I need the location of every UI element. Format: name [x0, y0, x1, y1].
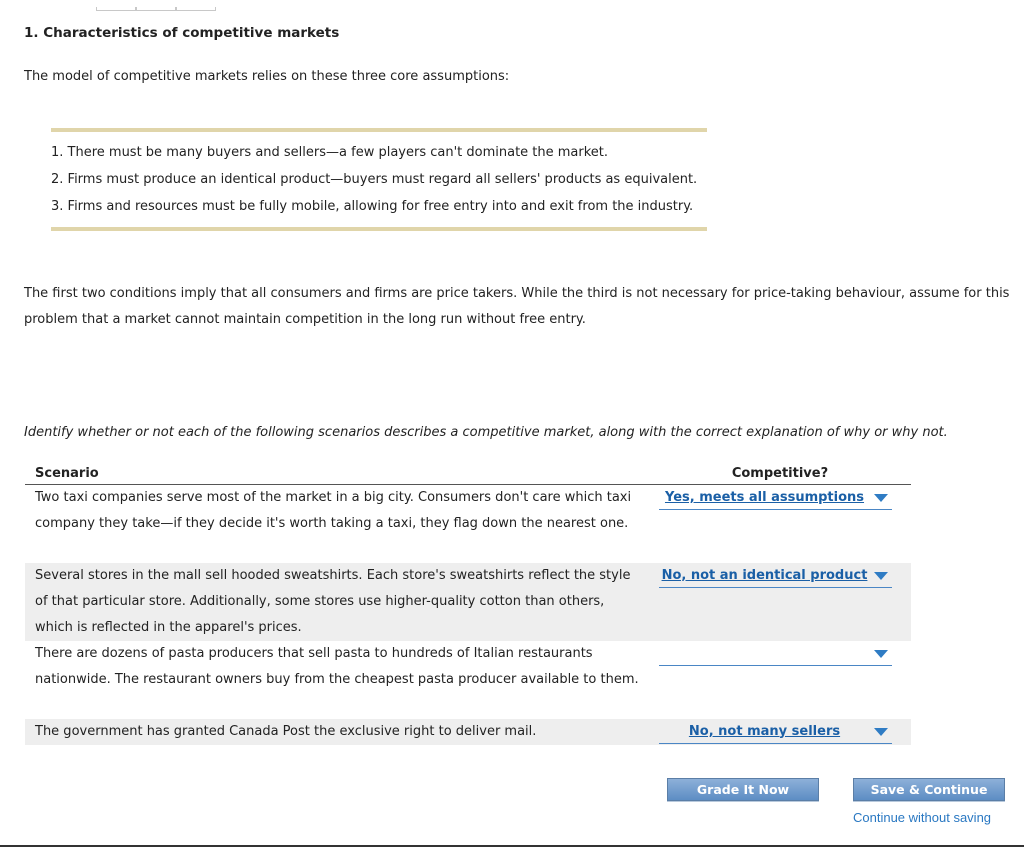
grade-it-now-button[interactable]: Grade It Now — [667, 778, 819, 801]
table-row — [25, 563, 911, 641]
scenario-header: Scenario — [25, 462, 649, 485]
competitive-select[interactable] — [659, 565, 892, 588]
selected-value: No, not an identical product — [661, 567, 868, 583]
question-prompt: Identify whether or not each of the following scenarios describes a competitive market, along with the correct explanation of why or why not. — [24, 425, 948, 440]
explanation-paragraph: The first two conditions imply that all consumers and firms are price takers. While the third is not necessary for price-taking behaviour, assume for this problem that a market cannot maintain competition in the long run without free entry. — [24, 286, 1010, 327]
scenario-text: Several stores in the mall sell hooded sweatshirts. Each store's sweatshirts reflect the style of that particular store. Additionally, some stores use higher-quality cotton than others, which is reflected in the apparel's prices. — [25, 563, 649, 641]
competitive-header: Competitive? — [649, 462, 911, 485]
scenario-text: There are dozens of pasta producers that sell pasta to hundreds of Italian restaurants nationwide. The restaurant owners buy from the cheapest pasta producer available to them. — [35, 645, 639, 687]
page-title: 1. Characteristics of competitive markets — [24, 25, 340, 41]
assumption-item: 2. Firms must produce an identical product—buyers must regard all sellers' products as equivalent. — [51, 172, 698, 187]
assumption-item: 1. There must be many buyers and sellers—a few players can't dominate the market. — [51, 145, 609, 160]
scenario-text: The government has granted Canada Post the exclusive right to deliver mail. — [25, 719, 649, 745]
top-tab-strip — [96, 0, 216, 5]
competitive-select[interactable] — [659, 721, 892, 744]
tab-stub — [96, 7, 136, 11]
chevron-down-icon — [874, 728, 888, 736]
assumption-item: 3. Firms and resources must be fully mobile, allowing for free entry into and exit from the industry. — [51, 199, 694, 214]
competitive-select[interactable] — [659, 487, 892, 510]
continue-without-saving-link[interactable]: Continue without saving — [853, 810, 992, 825]
scenario-text: Two taxi companies serve most of the market in a big city. Consumers don't care which taxi company they take—if they decide it's worth taking a taxi, they flag down the nearest one. — [35, 490, 632, 531]
intro-text: The model of competitive markets relies on these three core assumptions: — [24, 69, 510, 84]
table-row — [25, 641, 911, 719]
save-and-continue-button[interactable]: Save & Continue — [853, 778, 1005, 801]
assumptions-list — [51, 143, 697, 224]
table-header-row — [25, 462, 911, 485]
chevron-down-icon — [874, 650, 888, 658]
competitive-select[interactable] — [659, 643, 892, 666]
table-row — [25, 719, 911, 745]
tab-stub — [136, 7, 176, 11]
scenario-table — [25, 462, 911, 745]
chevron-down-icon — [874, 494, 888, 502]
tab-stub — [176, 7, 216, 11]
divider-top — [51, 128, 707, 132]
table-row — [25, 485, 911, 563]
divider-bottom — [51, 227, 707, 231]
selected-value: Yes, meets all assumptions — [664, 490, 865, 505]
selected-value: No, not many sellers — [688, 723, 841, 739]
chevron-down-icon — [874, 572, 888, 580]
